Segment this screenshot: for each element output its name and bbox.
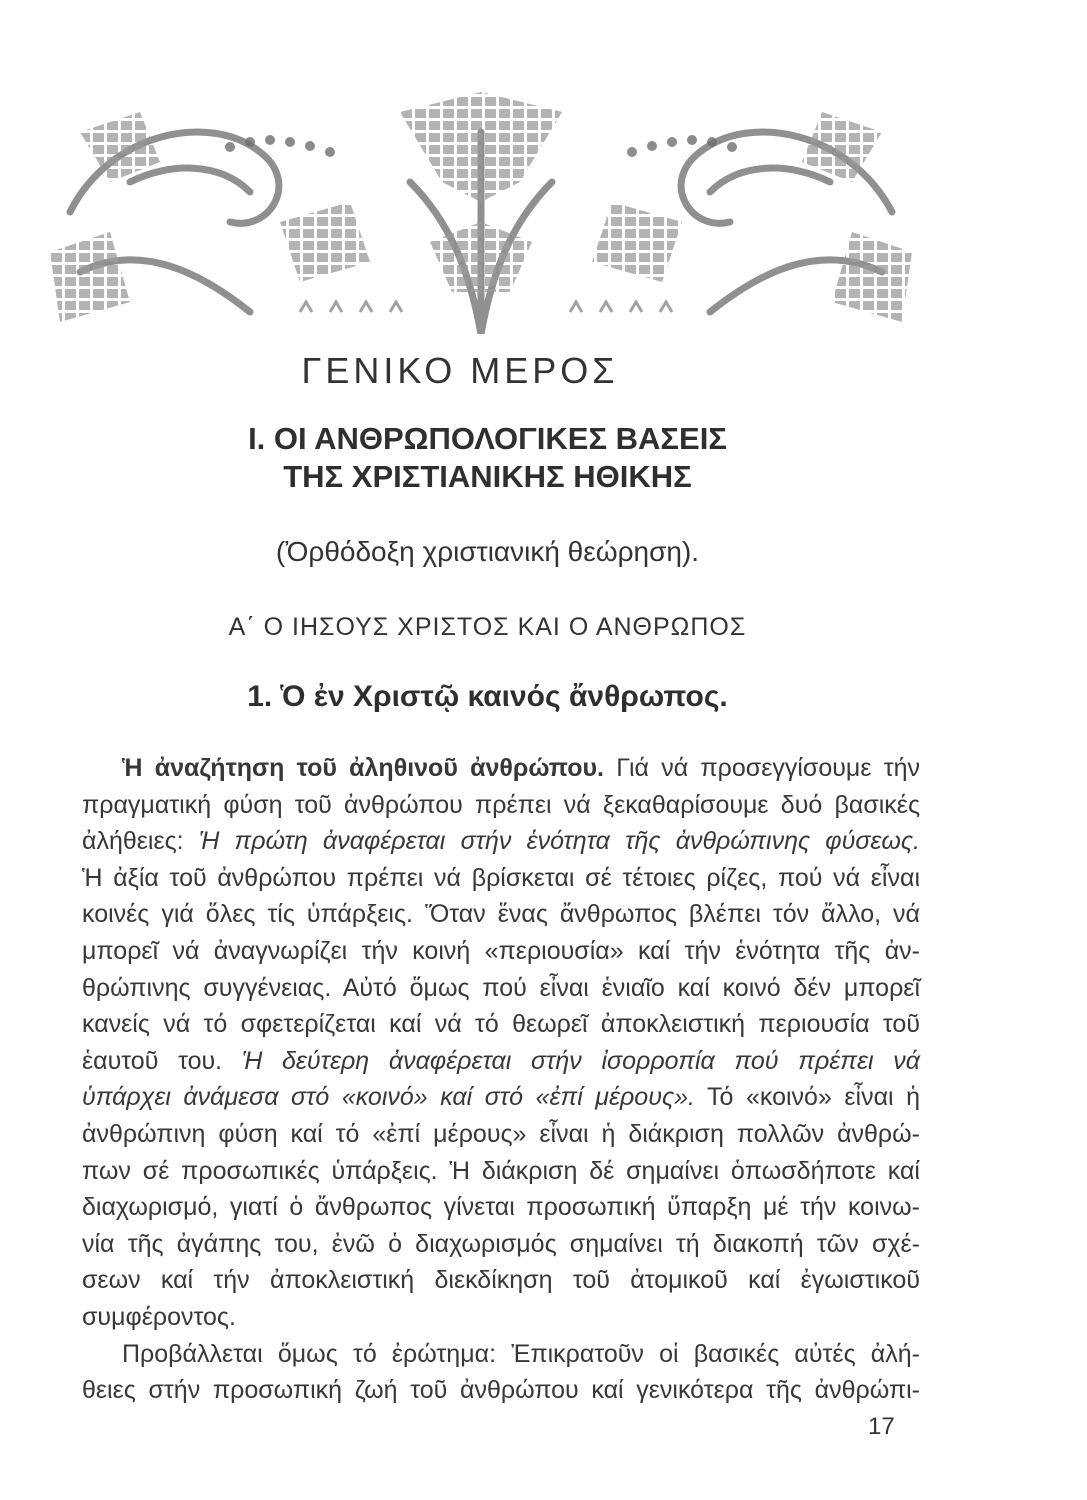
chapter-title-line-1: Ι. ΟΙ ΑΝΘΡΩΠΟΛΟΓΙΚΕΣ ΒΑΣΕΙΣ xyxy=(248,421,727,456)
text-line: ἀνθρώπινη φύση καί τό «ἐπί μέρους» εἶναι ἡ διάκριση πολλῶν ἀνθρώ- xyxy=(82,1119,920,1148)
paragraph-heading: Ἡ ἀναζήτηση τοῦ ἀληθινοῦ ἀνθρώπου. xyxy=(122,754,605,782)
text-line: Προβάλλεται ὅμως τό ἐρώτημα: Ἐπικρατοῦν οἱ βασικές αὐτές ἀλή- xyxy=(122,1339,920,1368)
part-title: ΓΕΝΙΚΟ ΜΕΡΟΣ xyxy=(301,350,619,391)
text-line: μπορεῖ νά ἀναγνωρίζει τήν κοινή «περιουσία» καί τήν ἑνότητα τῆς ἀν- xyxy=(82,936,920,965)
text-line: ὑπάρχει ἀνάμεσα στό «κοινό» καί στό «ἐπί μέρους». Τό «κοινό» εἶναι ἡ xyxy=(82,1083,920,1112)
text-line: σεων καί τήν ἀποκλειστική διεκδίκηση τοῦ ἀτομικοῦ καί ἐγωιστικοῦ xyxy=(82,1266,920,1295)
text-line: ἑαυτοῦ του. Ἡ δεύτερη ἀναφέρεται στήν ἰσορροπία πού πρέπει νά xyxy=(82,1046,920,1075)
text-line: συμφέροντος. xyxy=(82,1302,236,1331)
subsection-title: 1. Ὁ ἐν Χριστῷ καινός ἄνθρωπος. xyxy=(247,680,728,713)
text-line: θειες στήν προσωπική ζωή τοῦ ἀνθρώπου καί γενικότερα τῆς ἀνθρώπι- xyxy=(82,1376,920,1405)
text-line: Ἡ ἀξία τοῦ ἀνθρώπου πρέπει νά βρίσκεται σέ τέτοιες ρίζες, πού νά εἶναι xyxy=(82,863,920,892)
text-line: Ἡ ἀναζήτηση τοῦ ἀληθινοῦ ἀνθρώπου. Γιά νά προσεγγίσουμε τήν xyxy=(122,754,920,782)
text-line: κανείς νά τό σφετερίζεται καί νά τό θεωρεῖ ἀποκλειστική περιουσία τοῦ xyxy=(82,1010,920,1039)
page-number: 17 xyxy=(868,1413,895,1440)
text-line: νία τῆς ἀγάπης του, ἐνῶ ὁ διαχωρισμός σημαίνει τή διακοπή τῶν σχέ- xyxy=(82,1229,920,1258)
text-line: ἀλήθειες: Ἡ πρώτη ἀναφέρεται στήν ἑνότητα τῆς ἀνθρώπινης φύσεως. xyxy=(82,827,920,856)
chapter-title-line-2: ΤΗΣ ΧΡΙΣΤΙΑΝΙΚΗΣ ΗΘΙΚΗΣ xyxy=(283,459,692,494)
text-line: θρώπινης συγγένειας. Αὐτό ὅμως πού εἶναι ἑνιαῖο καί κοινό δέν μπορεῖ xyxy=(82,973,920,1002)
text-line: πραγματική φύση τοῦ ἀνθρώπου πρέπει νά ξεκαθαρίσουμε δυό βασικές xyxy=(82,790,920,819)
mosaic-floral-ornament-icon xyxy=(50,72,912,334)
text-line: κοινές γιά ὅλες τίς ὑπάρξεις. Ὅταν ἕνας ἄνθρωπος βλέπει τόν ἄλλο, νά xyxy=(82,900,920,929)
text-line: διαχωρισμό, γιατί ὁ ἄνθρωπος γίνεται προσωπική ὕπαρξη μέ τήν κοινω- xyxy=(82,1193,920,1222)
chapter-subtitle: (Ὀρθόδοξη χριστιανική θεώρηση). xyxy=(275,536,700,567)
chapter-title xyxy=(0,420,975,496)
section-title: Α΄ Ο ΙΗΣΟΥΣ ΧΡΙΣΤΟΣ ΚΑΙ Ο ΑΝΘΡΩΠΟΣ xyxy=(228,613,747,641)
body-text xyxy=(82,750,920,1409)
text-line: πων σέ προσωπικές ὑπάρξεις. Ἡ διάκριση δέ σημαίνει ὁπωσδήποτε καί xyxy=(82,1156,920,1185)
